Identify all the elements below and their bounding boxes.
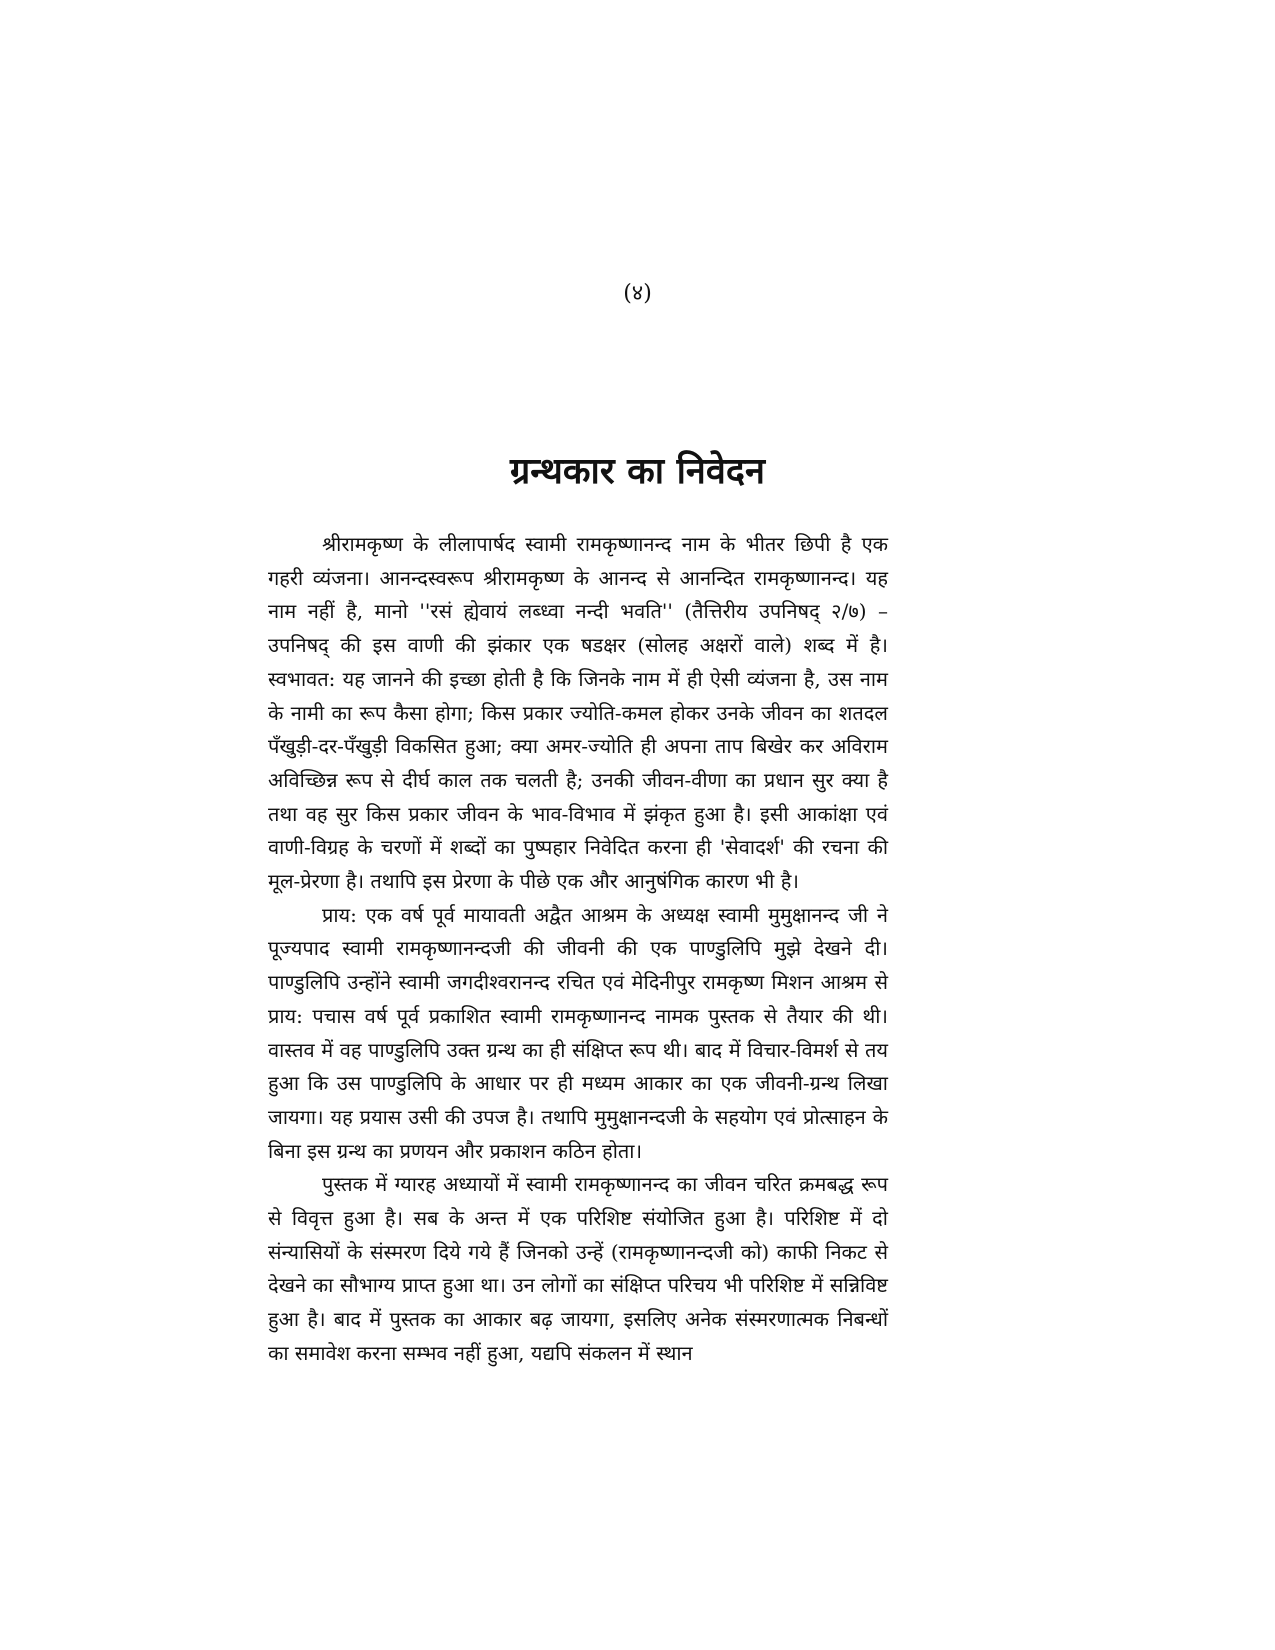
paragraph: श्रीरामकृष्ण के लीलापार्षद स्वामी रामकृष्णानन्द नाम के भीतर छिपी है एक गहरी व्यंजना। आनन्दस्वरूप श्रीरामकृष्ण के आनन्द से आनन्दित रामकृष्णानन्द। यह नाम नहीं है, मानो ''रसं ह्येवायं लब्ध्वा नन्दी भवति'' (तैत्तिरीय उपनिषद् २/७) – उपनिषद् की इस वाणी की झंकार एक षडक्षर (सोलह अक्षरों वाले) शब्द में है। स्वभावत: यह जानने की इच्छा होती है कि जिनके नाम में ही ऐसी व्यंजना है, उस नाम के नामी का रूप कैसा होगा; किस प्रकार ज्योति-कमल होकर उनके जीवन का शतदल पँखुड़ी-दर-पँखुड़ी विकसित हुआ; क्या अमर-ज्योति ही अपना ताप बिखेर कर अविराम अविच्छिन्न रूप से दीर्घ काल तक चलती है; उनकी जीवन-वीणा का प्रधान सुर क्या है तथा वह सुर किस प्रकार जीवन के भाव-विभाव में झंकृत हुआ है। इसी आकांक्षा एवं वाणी-विग्रह के चरणों में शब्दों का पुष्पहार निवेदित करना ही 'सेवादर्श' की रचना की मूल-प्रेरणा है। तथापि इस प्रेरणा के पीछे एक और आनुषंगिक कारण भी है। [268, 532, 888, 894]
body-text [268, 528, 888, 1371]
chapter-title: ग्रन्थकार का निवेदन [509, 450, 766, 492]
paragraph: प्राय: एक वर्ष पूर्व मायावती अद्वैत आश्रम के अध्यक्ष स्वामी मुमुक्षानन्द जी ने पूज्यपाद स्वामी रामकृष्णानन्दजी की जीवनी की एक पाण्डुलिपि मुझे देखने दी। पाण्डुलिपि उन्होंने स्वामी जगदीश्वरानन्द रचित एवं मेदिनीपुर रामकृष्ण मिशन आश्रम से प्राय: पचास वर्ष पूर्व प्रकाशित स्वामी रामकृष्णानन्द नामक पुस्तक से तैयार की थी। वास्तव में वह पाण्डुलिपि उक्त ग्रन्थ का ही संक्षिप्त रूप थी। बाद में विचार-विमर्श से तय हुआ कि उस पाण्डुलिपि के आधार पर ही मध्यम आकार का एक जीवनी-ग्रन्थ लिखा जायगा। यह प्रयास उसी की उपज है। तथापि मुमुक्षानन्दजी के सहयोग एवं प्रोत्साहन के बिना इस ग्रन्थ का प्रणयन और प्रकाशन कठिन होता। [268, 902, 888, 1163]
paragraph: पुस्तक में ग्यारह अध्यायों में स्वामी रामकृष्णानन्द का जीवन चरित क्रमबद्ध रूप से विवृत्त हुआ है। सब के अन्त में एक परिशिष्ट संयोजित हुआ है। परिशिष्ट में दो संन्यासियों के संस्मरण दिये गये हैं जिनको उन्हें (रामकृष्णानन्दजी को) काफी निकट से देखने का सौभाग्य प्राप्त हुआ था। उन लोगों का संक्षिप्त परिचय भी परिशिष्ट में सन्निविष्ट हुआ है। बाद में पुस्तक का आकार बढ़ जायगा, इसलिए अनेक संस्मरणात्मक निबन्धों का समावेश करना सम्भव नहीं हुआ, यद्यपि संकलन में स्थान [268, 1172, 888, 1365]
page-number: (४) [623, 281, 652, 306]
